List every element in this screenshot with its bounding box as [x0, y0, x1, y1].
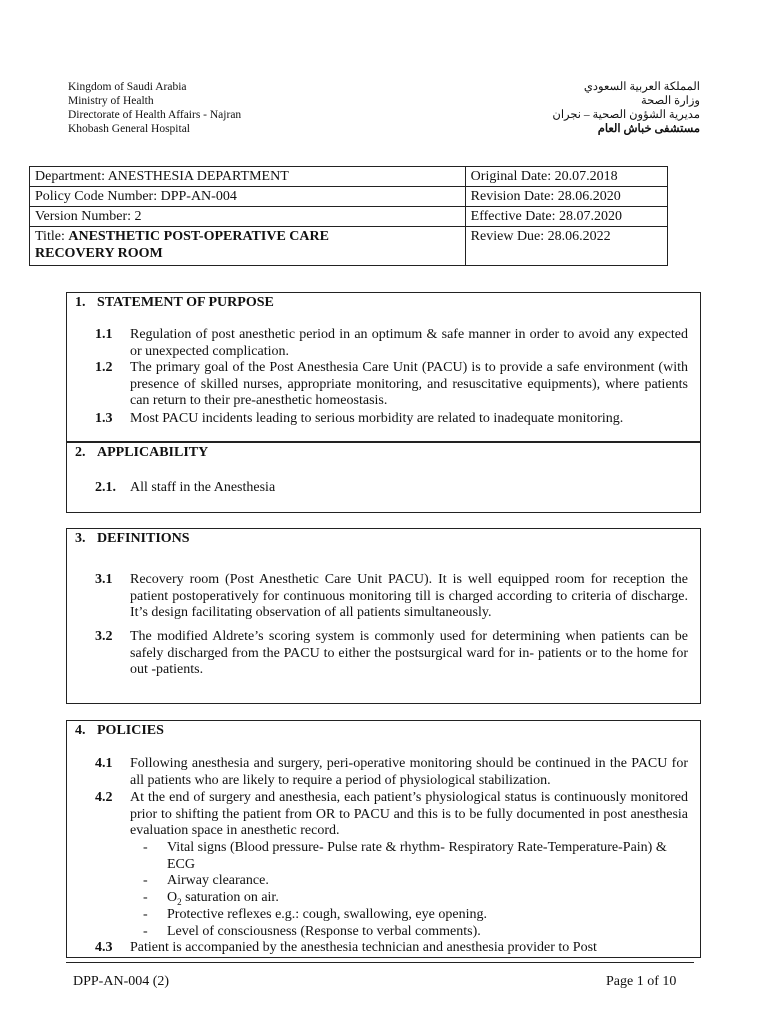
- department-cell: Department: ANESTHESIA DEPARTMENT: [30, 167, 466, 187]
- list-item: [95, 790, 688, 840]
- footer-policy-code: DPP-AN-004 (2): [73, 974, 170, 989]
- section-title-text: STATEMENT OF PURPOSE: [97, 295, 274, 310]
- original-date-cell: Original Date: 20.07.2018: [465, 167, 667, 187]
- bullet-dash: -: [143, 873, 148, 888]
- header-line-ar: وزارة الصحة: [640, 95, 700, 107]
- title-label: Title:: [35, 229, 69, 244]
- bullet-dash: -: [143, 890, 148, 905]
- list-item: [95, 756, 688, 789]
- list-item: [95, 629, 688, 679]
- bullet-text: Airway clearance.: [167, 873, 269, 888]
- section-applicability: [66, 442, 701, 513]
- list-item: [95, 360, 688, 410]
- o2-rest: saturation on air.: [181, 890, 279, 905]
- header-line: Khobash General Hospital: [68, 123, 190, 135]
- item-number: 4.1: [95, 756, 113, 771]
- section-number: 1.: [75, 295, 86, 310]
- item-text: Patient is accompanied by the anesthesia technician and anesthesia provider to Post: [130, 940, 597, 955]
- table-row: [30, 187, 668, 207]
- review-due-cell: Review Due: 28.06.2022: [465, 227, 667, 266]
- item-number: 3.2: [95, 629, 113, 644]
- item-number: 4.2: [95, 790, 113, 805]
- section-title-text: POLICIES: [97, 723, 164, 738]
- header-line: Ministry of Health: [68, 95, 154, 107]
- bullet-dash: -: [143, 924, 148, 939]
- title-value-line2: RECOVERY ROOM: [35, 246, 163, 261]
- header-right-arabic: [552, 80, 700, 136]
- policy-meta-table: [29, 166, 668, 266]
- footer-divider: [66, 962, 694, 963]
- bullet-text: Level of consciousness (Response to verbal comments).: [167, 924, 481, 939]
- title-cell: [30, 227, 466, 266]
- item-text: Most PACU incidents leading to serious morbidity are related to inadequate monitoring.: [130, 411, 624, 426]
- item-number: 1.2: [95, 360, 113, 375]
- header-left: [68, 80, 241, 136]
- header-line-ar: مديرية الشؤون الصحية – نجران: [552, 109, 700, 121]
- bullet-item: [143, 907, 688, 924]
- section-number: 2.: [75, 445, 86, 460]
- section-statement-of-purpose: [66, 292, 701, 442]
- item-number: 1.3: [95, 411, 113, 426]
- item-text: Regulation of post anesthetic period in an optimum & safe manner in order to avoid any expected or unexpected complication.: [130, 327, 688, 359]
- item-text: The primary goal of the Post Anesthesia Care Unit (PACU) is to provide a safe environment (with presence of skilled nurses, appropriate monitoring, and resuscitative equipments), where patients can return to their pre-anesthetic homeostasis.: [130, 360, 688, 408]
- section-title-text: DEFINITIONS: [97, 531, 190, 546]
- list-item: [95, 940, 688, 957]
- item-text: The modified Aldrete’s scoring system is commonly used for determining when patients can be safely discharged from the PACU to either the postsurgical ward for in- patients or to the home for out -patients.: [130, 629, 688, 677]
- bullet-text: Vital signs (Blood pressure- Pulse rate & rhythm- Respiratory Rate-Temperature-Pain) & ECG: [167, 840, 667, 872]
- bullet-dash: -: [143, 907, 148, 922]
- revision-date-cell: Revision Date: 28.06.2020: [465, 187, 667, 207]
- list-item: [95, 411, 688, 428]
- section-title: [75, 445, 208, 461]
- header-line-ar: مستشفى خباش العام: [597, 123, 700, 135]
- section-number: 3.: [75, 531, 86, 546]
- item-text: Recovery room (Post Anesthetic Care Unit PACU). It is well equipped room for reception the patient postoperatively for continuous monitoring till is charged according to criteria of discharge. It’s design facilitating observation of all patients simultaneously.: [130, 572, 688, 620]
- title-value: ANESTHETIC POST-OPERATIVE CARE: [68, 229, 329, 244]
- footer-page-number: Page 1 of 10: [606, 974, 677, 989]
- table-row: [30, 207, 668, 227]
- effective-date-cell: Effective Date: 28.07.2020: [465, 207, 667, 227]
- item-text: Following anesthesia and surgery, peri-operative monitoring should be continued in the PACU for all patients who are likely to require a period of physiological stabilization.: [130, 756, 688, 788]
- header-line: Kingdom of Saudi Arabia: [68, 81, 187, 93]
- section-number: 4.: [75, 723, 86, 738]
- o2-symbol: O: [167, 890, 178, 905]
- header-line: Directorate of Health Affairs - Najran: [68, 109, 242, 121]
- table-row: [30, 227, 668, 266]
- list-item: [95, 327, 688, 360]
- table-row: [30, 167, 668, 187]
- bullet-dash: -: [143, 840, 148, 855]
- section-title-text: APPLICABILITY: [97, 445, 209, 460]
- o2-subscript: 2: [177, 896, 182, 907]
- bullet-item: [143, 873, 688, 890]
- version-cell: Version Number: 2: [30, 207, 466, 227]
- section-title: [75, 723, 164, 739]
- item-text: At the end of surgery and anesthesia, each patient’s physiological status is continuously monitored prior to shifting the patient from OR to PACU and this is to be fully documented in post anesthesia evaluation space in anesthetic record.: [130, 790, 688, 838]
- list-item: [95, 572, 688, 622]
- policy-code-cell: Policy Code Number: DPP-AN-004: [30, 187, 466, 207]
- bullet-item: [143, 840, 688, 873]
- bullet-item: [143, 924, 688, 941]
- item-number: 4.3: [95, 940, 113, 955]
- item-number: 2.1.: [95, 480, 116, 495]
- item-number: 3.1: [95, 572, 113, 587]
- section-definitions: [66, 528, 701, 704]
- section-title: [75, 531, 190, 547]
- item-number: 1.1: [95, 327, 113, 342]
- list-item: [95, 480, 688, 497]
- bullet-text: Protective reflexes e.g.: cough, swallowing, eye opening.: [167, 907, 487, 922]
- header-line-ar: المملكة العربية السعودي: [583, 81, 700, 93]
- item-text: All staff in the Anesthesia: [130, 480, 276, 495]
- section-policies: [66, 720, 701, 958]
- section-title: [75, 295, 274, 311]
